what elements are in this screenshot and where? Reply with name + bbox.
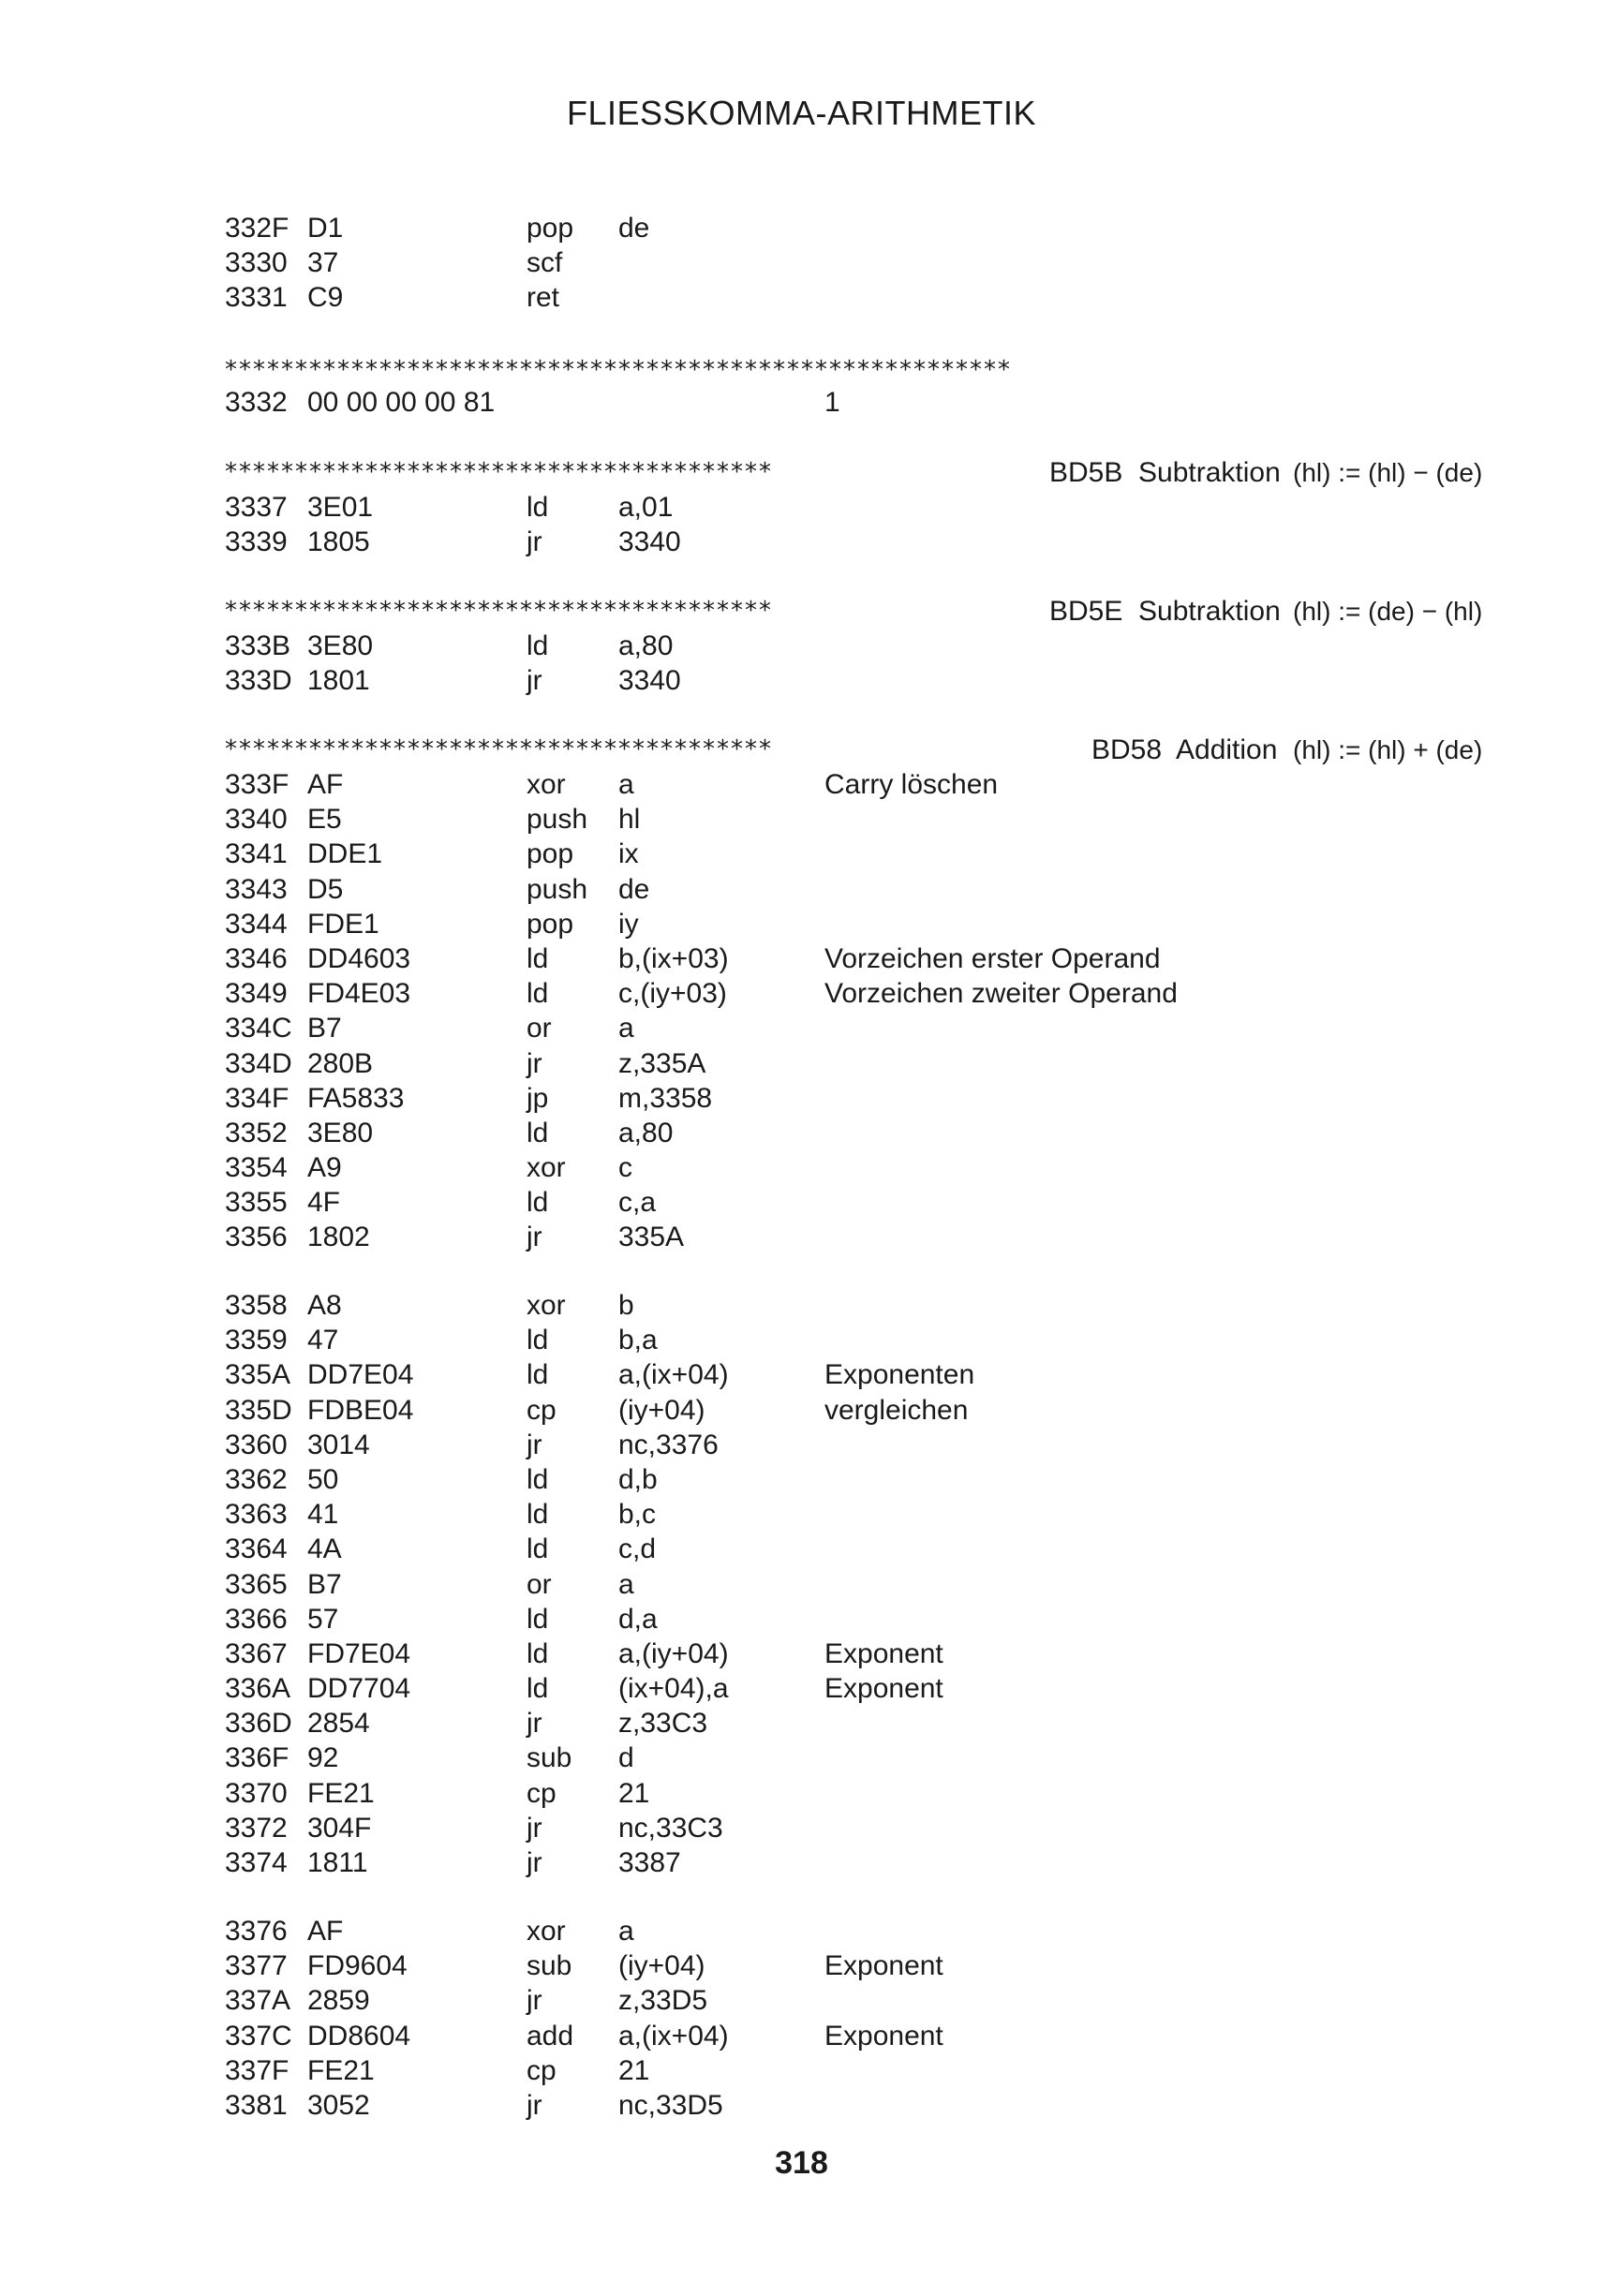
mnemonic: ld [527,1463,549,1495]
operand: a,80 [618,1117,674,1148]
mnemonic: ld [527,1117,549,1148]
hex-bytes: 3E01 [307,492,374,523]
hex-bytes: AF [307,769,344,800]
address: 332F [225,213,289,244]
code-row [225,1323,1480,1357]
operand: d,a [618,1603,658,1635]
address: 3344 [225,908,288,940]
constant-one-block [225,385,1480,420]
mnemonic: sub [527,1742,572,1774]
address: 337C [225,2020,292,2052]
code-block-pop-scf-ret [225,211,1480,316]
code-row [225,907,1480,941]
operand: m,3358 [618,1082,713,1114]
hex-bytes: 50 [307,1463,339,1495]
mnemonic: cp [527,1394,557,1426]
code-row [225,1602,1480,1637]
hex-bytes: DD7E04 [307,1359,414,1391]
operand: z,335A [618,1047,706,1079]
operand: c [618,1152,632,1184]
code-row [225,872,1480,907]
code-row [225,1116,1480,1150]
address: 334F [225,1082,289,1114]
comment: Carry löschen [824,769,999,800]
page-number: 318 [775,2145,828,2181]
hex-bytes: 4A [307,1533,342,1565]
address: 333B [225,630,291,661]
operand: a [618,1013,634,1044]
code-row [225,1497,1480,1532]
code-row [225,1393,1480,1428]
code-row [225,1046,1480,1081]
address: 334C [225,1013,292,1044]
hex-bytes: FD7E04 [307,1637,411,1669]
address: 3341 [225,838,288,870]
code-row [225,1706,1480,1741]
address: 3337 [225,492,288,523]
hex-bytes: 47 [307,1325,339,1356]
function-name: Addition [1176,734,1278,765]
mnemonic: ret [527,282,560,314]
mnemonic: xor [527,1290,566,1321]
code-row [225,1357,1480,1392]
hex-bytes: 1802 [307,1222,370,1253]
code-row [225,629,1480,663]
mnemonic: sub [527,1950,572,1982]
hex-bytes: 4F [307,1187,341,1219]
code-row [225,941,1480,976]
code-row [225,1983,1480,2018]
address: 3381 [225,2089,288,2121]
hex-bytes: 3E80 [307,1117,374,1148]
code-row [225,1637,1480,1671]
hex-bytes: 00 00 00 00 81 [307,387,496,418]
function-name: Subtraktion [1138,457,1281,488]
operand: b,c [618,1499,657,1531]
address: 3374 [225,1847,288,1878]
operand: (ix+04),a [618,1673,729,1705]
operand: b [618,1290,634,1321]
asterisk-rule: *************************************** [225,735,773,763]
operand: a,(iy+04) [618,1637,729,1669]
code-row [225,525,1480,559]
asterisk-rule: *************************************** [225,458,773,486]
hex-bytes: 1805 [307,526,370,558]
mnemonic: pop [527,838,574,870]
hex-bytes: 2859 [307,1985,370,2017]
entry-address: BD58 [1091,734,1163,765]
code-row [225,1150,1480,1185]
entry-address: BD5E [1049,596,1123,627]
function-name: Subtraktion [1138,596,1281,627]
mnemonic: ld [527,1359,549,1391]
hex-bytes: 92 [307,1742,339,1774]
hex-bytes: 41 [307,1499,339,1531]
mnemonic: push [527,873,588,905]
operand: c,(iy+03) [618,978,727,1010]
operand: de [618,873,650,905]
code-row [225,1948,1480,1983]
hex-bytes: B7 [307,1013,342,1044]
address: 3362 [225,1463,288,1495]
mnemonic: jr [527,1047,542,1079]
operand: a,01 [618,492,674,523]
mnemonic: ld [527,1603,549,1635]
hex-bytes: 1801 [307,665,370,697]
asterisk-rule: *************************************** [225,597,773,625]
mnemonic: jr [527,526,542,558]
code-row [225,837,1480,871]
operand: nc,33D5 [618,2089,723,2121]
operand: a [618,1916,634,1947]
code-block-bd5e [225,629,1480,698]
address: 3331 [225,282,288,314]
code-row [225,663,1480,698]
hex-bytes: A9 [307,1152,342,1184]
address: 3363 [225,1499,288,1531]
code-row [225,1811,1480,1845]
address: 335D [225,1394,292,1426]
hex-bytes: FDBE04 [307,1394,414,1426]
hex-bytes: D5 [307,873,344,905]
address: 3349 [225,978,288,1010]
operand: a,(ix+04) [618,1359,729,1391]
code-row [225,767,1480,802]
address: 335A [225,1359,291,1391]
code-row [225,280,1480,315]
hex-bytes: 3052 [307,2089,370,2121]
code-row [225,245,1480,280]
operand: z,33C3 [618,1708,708,1740]
mnemonic: ld [527,1673,549,1705]
address: 3376 [225,1916,288,1947]
code-row [225,1220,1480,1254]
code-row [225,490,1480,525]
mnemonic: cp [527,1777,557,1809]
mnemonic: jr [527,1847,542,1878]
operand: c,a [618,1187,657,1219]
mnemonic: push [527,804,588,836]
hex-bytes: FE21 [307,1777,375,1809]
comment: Exponent [824,1950,943,1982]
comment: Exponenten [824,1359,975,1391]
hex-bytes: A8 [307,1290,342,1321]
mnemonic: xor [527,769,566,800]
page-title: FLIESSKOMMA-ARITHMETIK [566,94,1037,132]
hex-bytes: B7 [307,1568,342,1600]
hex-bytes: DD4603 [307,942,411,974]
mnemonic: ld [527,1533,549,1565]
mnemonic: ld [527,978,549,1010]
address: 3365 [225,1568,288,1600]
address: 3340 [225,804,288,836]
hex-bytes: DDE1 [307,838,383,870]
mnemonic: ld [527,1499,549,1531]
mnemonic: ld [527,1325,549,1356]
address: 336D [225,1708,292,1740]
hex-bytes: FD4E03 [307,978,411,1010]
operand: 3340 [618,526,681,558]
hex-bytes: DD7704 [307,1673,411,1705]
address: 3346 [225,942,288,974]
code-row [225,1914,1480,1948]
operand: d [618,1742,634,1774]
mnemonic: or [527,1013,552,1044]
operand: nc,33C3 [618,1812,723,1844]
hex-bytes: 3E80 [307,630,374,661]
address: 3370 [225,1777,288,1809]
hex-bytes: 37 [307,247,339,279]
mnemonic: ld [527,1187,549,1219]
operand: iy [618,908,639,940]
operand: 3387 [618,1847,681,1878]
comment: Exponent [824,1673,943,1705]
code-row [225,2088,1480,2123]
comment: 1 [824,387,840,418]
hex-bytes: D1 [307,213,344,244]
address: 337F [225,2054,289,2086]
hex-bytes: FD9604 [307,1950,408,1982]
operand: (iy+04) [618,1950,705,1982]
hex-bytes: 2854 [307,1708,370,1740]
operand: a [618,769,634,800]
operand: z,33D5 [618,1985,708,2017]
address: 3359 [225,1325,288,1356]
mnemonic: jr [527,1222,542,1253]
address: 336F [225,1742,289,1774]
hex-bytes: E5 [307,804,342,836]
address: 334D [225,1047,292,1079]
address: 336A [225,1673,291,1705]
operand: nc,3376 [618,1429,719,1460]
code-row [225,1288,1480,1323]
code-block-bd5b [225,490,1480,559]
comment: Exponent [824,2020,943,2052]
hex-bytes: FDE1 [307,908,379,940]
entry-address: BD5B [1049,457,1123,488]
code-row [225,1428,1480,1462]
code-row [225,1011,1480,1045]
operand: 335A [618,1222,685,1253]
asterisk-rule: ******************************************************** [225,356,1012,384]
hex-bytes: FE21 [307,2054,375,2086]
mnemonic: xor [527,1916,566,1947]
address: 3360 [225,1429,288,1460]
mnemonic: jr [527,1708,542,1740]
mnemonic: pop [527,213,574,244]
mnemonic: ld [527,1637,549,1669]
comment: Exponent [824,1637,943,1669]
code-row [225,802,1480,837]
address: 333D [225,665,292,697]
address: 3364 [225,1533,288,1565]
code-row [225,2053,1480,2088]
address: 3356 [225,1222,288,1253]
address: 3352 [225,1117,288,1148]
mnemonic: or [527,1568,552,1600]
mnemonic: jp [527,1082,549,1114]
code-row [225,1532,1480,1566]
mnemonic: pop [527,908,574,940]
mnemonic: ld [527,942,549,974]
code-row [225,1081,1480,1116]
operand: c,d [618,1533,657,1565]
hex-bytes: C9 [307,282,344,314]
formula: (hl) := (hl) + (de) [1293,735,1483,764]
hex-bytes: 3014 [307,1429,370,1460]
mnemonic: ld [527,492,549,523]
operand: 21 [618,2054,650,2086]
comment: Vorzeichen erster Operand [824,942,1161,974]
operand: a,80 [618,630,674,661]
hex-bytes: 1811 [307,1847,368,1878]
address: 3358 [225,1290,288,1321]
code-block-addition [225,767,1480,1255]
address: 3354 [225,1152,288,1184]
mnemonic: jr [527,665,542,697]
code-row [225,211,1480,245]
hex-bytes: 280B [307,1047,374,1079]
mnemonic: cp [527,2054,557,2086]
mnemonic: xor [527,1152,566,1184]
address: 3330 [225,247,288,279]
code-row [225,1776,1480,1811]
operand: (iy+04) [618,1394,705,1426]
operand: d,b [618,1463,658,1495]
code-block-exponent-compare [225,1288,1480,1880]
code-row [225,385,1480,420]
operand: 3340 [618,665,681,697]
code-row [225,2019,1480,2053]
address: 3339 [225,526,288,558]
comment: Vorzeichen zweiter Operand [824,978,1178,1010]
code-row [225,1462,1480,1497]
address: 3367 [225,1637,288,1669]
address: 3377 [225,1950,288,1982]
code-row [225,1741,1480,1775]
mnemonic: scf [527,247,563,279]
address: 3366 [225,1603,288,1635]
hex-bytes: FA5833 [307,1082,405,1114]
operand: de [618,213,650,244]
mnemonic: jr [527,1429,542,1460]
code-block-exponent-sub [225,1914,1480,2123]
operand: b,(ix+03) [618,942,729,974]
address: 3332 [225,387,288,418]
hex-bytes: DD8604 [307,2020,411,2052]
hex-bytes: 304F [307,1812,372,1844]
formula: (hl) := (de) − (hl) [1293,597,1483,626]
address: 3372 [225,1812,288,1844]
formula: (hl) := (hl) − (de) [1293,458,1483,487]
comment: vergleichen [824,1394,969,1426]
address: 337A [225,1985,291,2017]
mnemonic: add [527,2020,574,2052]
code-row [225,976,1480,1011]
operand: a [618,1568,634,1600]
operand: ix [618,838,639,870]
operand: hl [618,804,641,836]
code-row [225,1567,1480,1602]
address: 3343 [225,873,288,905]
mnemonic: jr [527,1812,542,1844]
mnemonic: jr [527,2089,542,2121]
mnemonic: ld [527,630,549,661]
address: 333F [225,769,289,800]
address: 3355 [225,1187,288,1219]
hex-bytes: AF [307,1916,344,1947]
operand: b,a [618,1325,658,1356]
operand: a,(ix+04) [618,2020,729,2052]
hex-bytes: 57 [307,1603,339,1635]
operand: 21 [618,1777,650,1809]
code-row [225,1671,1480,1706]
code-row [225,1185,1480,1220]
mnemonic: jr [527,1985,542,2017]
code-row [225,1845,1480,1880]
